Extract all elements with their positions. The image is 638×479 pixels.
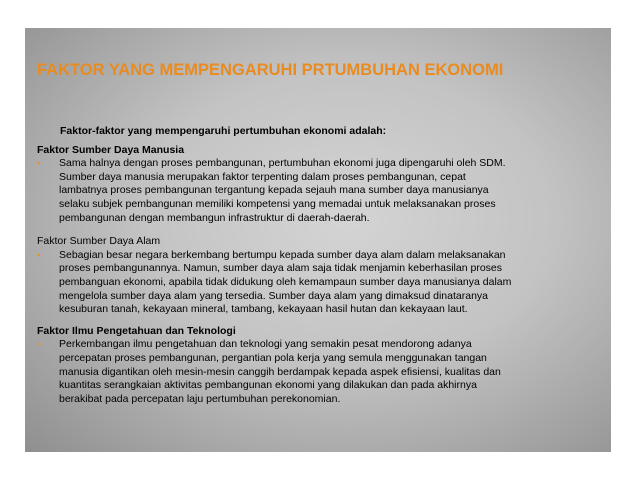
slide — [25, 28, 611, 452]
bullet-paragraph-sda — [37, 249, 607, 317]
bullet-icon: ▪ — [37, 158, 41, 169]
section-heading-iptek: Faktor Ilmu Pengetahuan dan Teknologi — [37, 324, 236, 337]
section-heading-sda-text: Faktor Sumber Daya Alam — [37, 235, 161, 248]
paragraph-line: mengelola sumber daya alam yang tersedia. Sumber daya alam yang dimaksud dinataranya — [59, 289, 488, 302]
paragraph-line: pembangunan dengan membangun infrastruktur di daerah-daerah. — [59, 211, 370, 224]
bullet-paragraph-sdm — [37, 157, 607, 225]
section-heading-sdm: Faktor Sumber Daya Manusia — [37, 143, 185, 156]
bullet-paragraph-iptek — [37, 338, 607, 406]
bullet-icon: ▪ — [37, 249, 41, 260]
paragraph-line: Sebagian besar negara berkembang bertumpu kepada sumber daya alam dalam melaksanakan — [59, 248, 506, 261]
paragraph-line: Perkembangan ilmu pengetahuan dan teknologi yang semakin pesat mendorong adanya — [59, 338, 472, 351]
bullet-icon: ▪ — [37, 339, 41, 350]
paragraph-line: manusia digantikan oleh mesin-mesin canggih berdampak kepada aspek efisiensi, kualitas dan — [59, 365, 501, 378]
paragraph-line: berakibat pada percepatan laju pertumbuhan perekonomian. — [59, 392, 341, 405]
section-spacer — [37, 225, 607, 235]
paragraph-line: Sama halnya dengan proses pembangunan, pertumbuhan ekonomi juga dipengaruhi oleh SDM. — [59, 157, 506, 170]
paragraph-line: kesuburan tanah, kekayaan mineral, tambang, kekayaan hasil hutan dan kekayaan laut. — [59, 303, 468, 316]
paragraph-line: Sumber daya manusia merupakan faktor terpenting dalam proses pembangunan, cepat — [59, 170, 466, 183]
section-heading-sda — [37, 235, 607, 249]
paragraph-line: lambatnya proses pembangunan tergantung kepada sejauh mana sumber daya manusianya — [59, 184, 489, 197]
slide-content — [37, 125, 607, 406]
paragraph-line: percepatan proses pembangunan, pergantian pola kerja yang semula menggunakan tangan — [59, 351, 487, 364]
paragraph-line: kuantitas serangkaian aktivitas pembangunan ekonomi yang dilakukan dan pada akhirnya — [59, 379, 477, 392]
paragraph-line: selaku subjek pembangunan memiliki kompetensi yang memadai untuk melaksanakan proses — [59, 197, 496, 210]
section-spacer — [37, 317, 607, 325]
intro-text: Faktor-faktor yang mempengaruhi pertumbuhan ekonomi adalah: — [60, 125, 387, 137]
paragraph-line: proses pembangunannya. Namun, sumber daya alam saja tidak menjamin keberhasilan proses — [59, 262, 502, 275]
slide-title: FAKTOR YANG MEMPENGARUHI PRTUMBUHAN EKONOMI — [37, 61, 504, 79]
paragraph-line: pembanguan ekonomi, apabila tidak didukung oleh kemampaun sumber daya manusianya dalam — [59, 275, 512, 288]
